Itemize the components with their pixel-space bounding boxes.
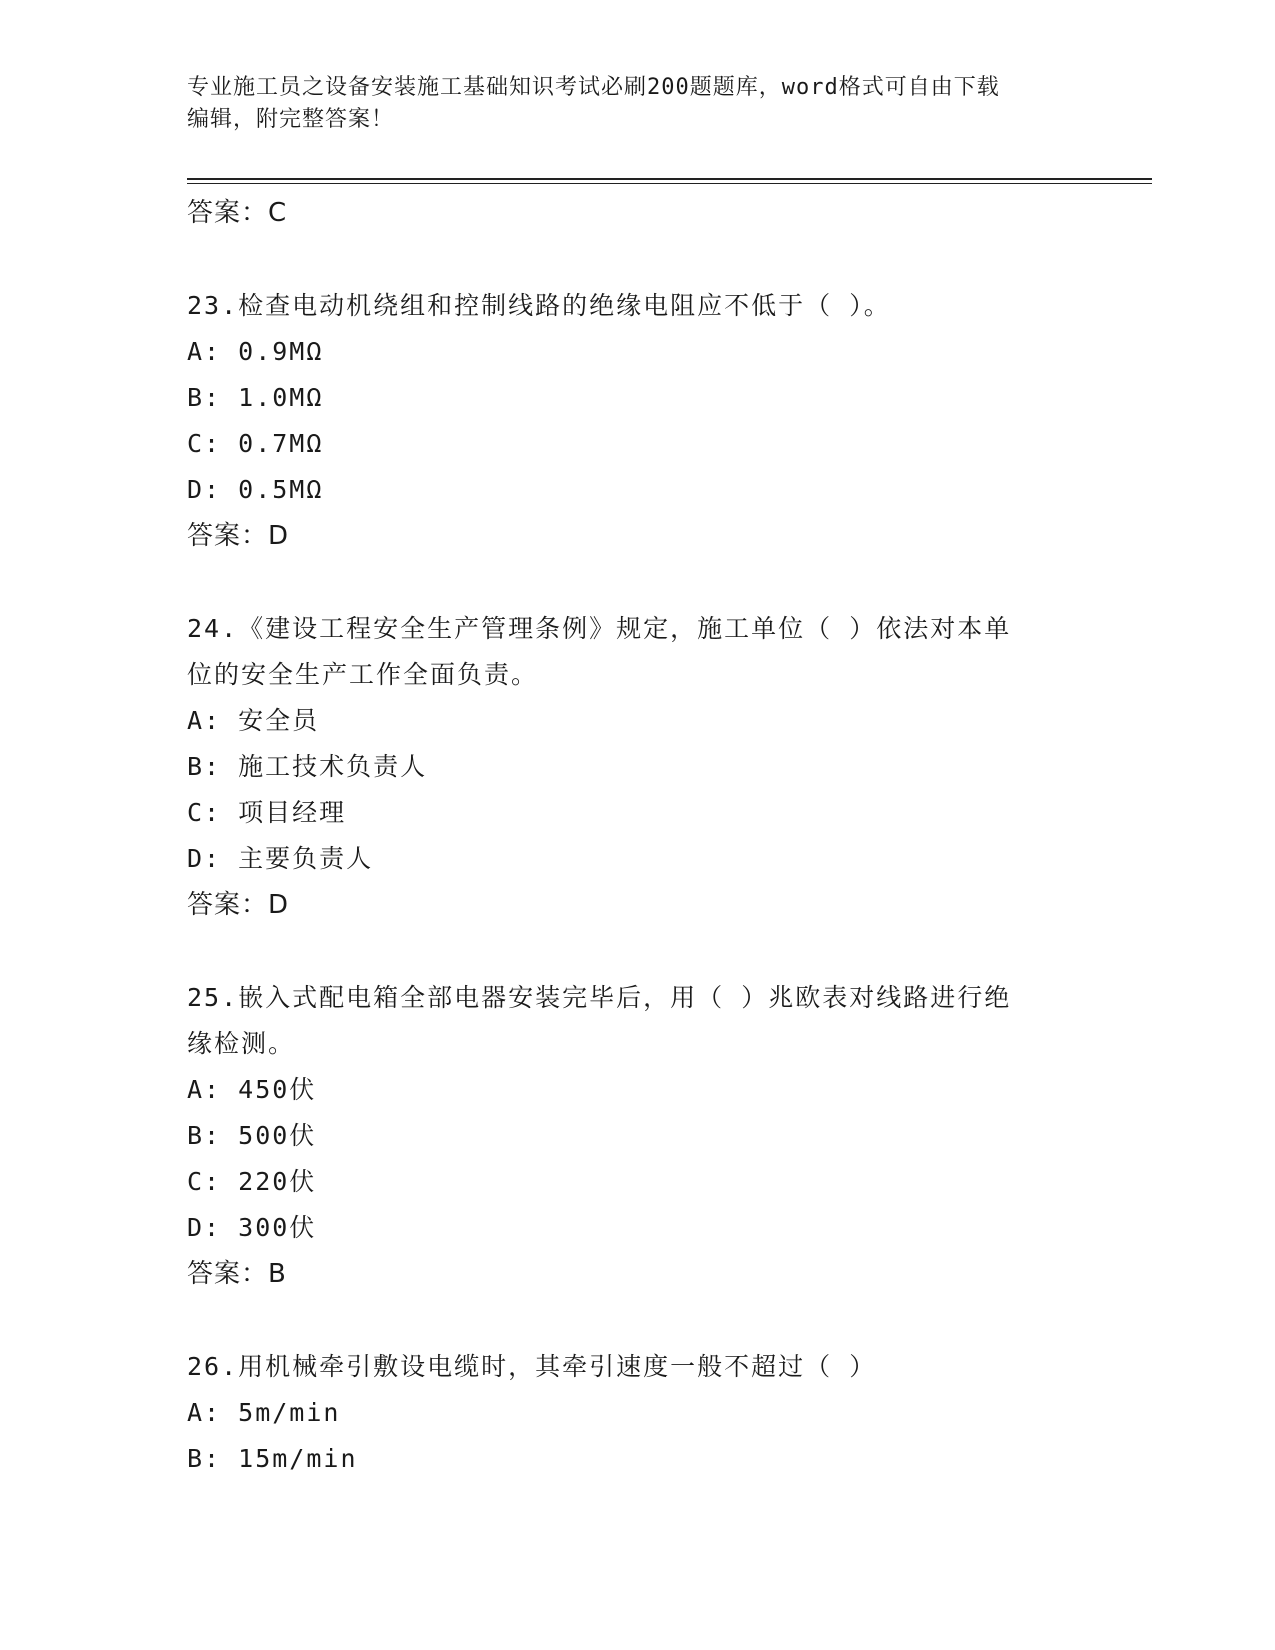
question-text: 23.检查电动机绕组和控制线路的绝缘电阻应不低于（ ）。: [187, 291, 891, 320]
answer-line: 答案：C: [187, 198, 288, 228]
header-rule-thin: [187, 183, 1152, 184]
option-d: D: 300伏: [187, 1213, 317, 1242]
question-25: [187, 975, 1067, 1297]
header-line-1: 专业施工员之设备安装施工基础知识考试必刷200题题库，word格式可自由下载: [187, 75, 1000, 100]
option-a: A: 0.9MΩ: [187, 337, 324, 366]
option-c: C: 0.7MΩ: [187, 429, 324, 458]
option-b: B: 1.0MΩ: [187, 383, 324, 412]
header-rule-thick: [187, 178, 1152, 180]
option-a: A: 450伏: [187, 1075, 317, 1104]
option-d: D: 主要负责人: [187, 844, 374, 873]
option-c: C: 220伏: [187, 1167, 317, 1196]
question-text: 25.嵌入式配电箱全部电器安装完毕后，用（ ）兆欧表对线路进行绝: [187, 983, 1012, 1012]
option-b: B: 15m/min: [187, 1444, 358, 1473]
option-c: C: 项目经理: [187, 798, 347, 827]
document-header: [187, 72, 1087, 136]
question-26: [187, 1344, 1067, 1482]
option-d: D: 0.5MΩ: [187, 475, 324, 504]
question-text-continued: 缘检测。: [187, 1029, 296, 1058]
answer-line: 答案：D: [187, 890, 290, 920]
question-list: [187, 190, 1067, 1482]
header-line-2: 编辑，附完整答案！: [187, 107, 395, 132]
question-23: [187, 283, 1067, 559]
option-a: A: 安全员: [187, 706, 320, 735]
question-text: 24.《建设工程安全生产管理条例》规定，施工单位（ ）依法对本单: [187, 614, 1012, 643]
answer-line: 答案：B: [187, 1259, 287, 1289]
question-24: [187, 606, 1067, 928]
question-text: 26.用机械牵引敷设电缆时，其牵引速度一般不超过（ ）: [187, 1352, 877, 1381]
option-b: B: 500伏: [187, 1121, 317, 1150]
option-a: A: 5m/min: [187, 1398, 341, 1427]
option-b: B: 施工技术负责人: [187, 752, 428, 781]
answer-line: 答案：D: [187, 521, 290, 551]
question-text-continued: 位的安全生产工作全面负责。: [187, 660, 539, 689]
